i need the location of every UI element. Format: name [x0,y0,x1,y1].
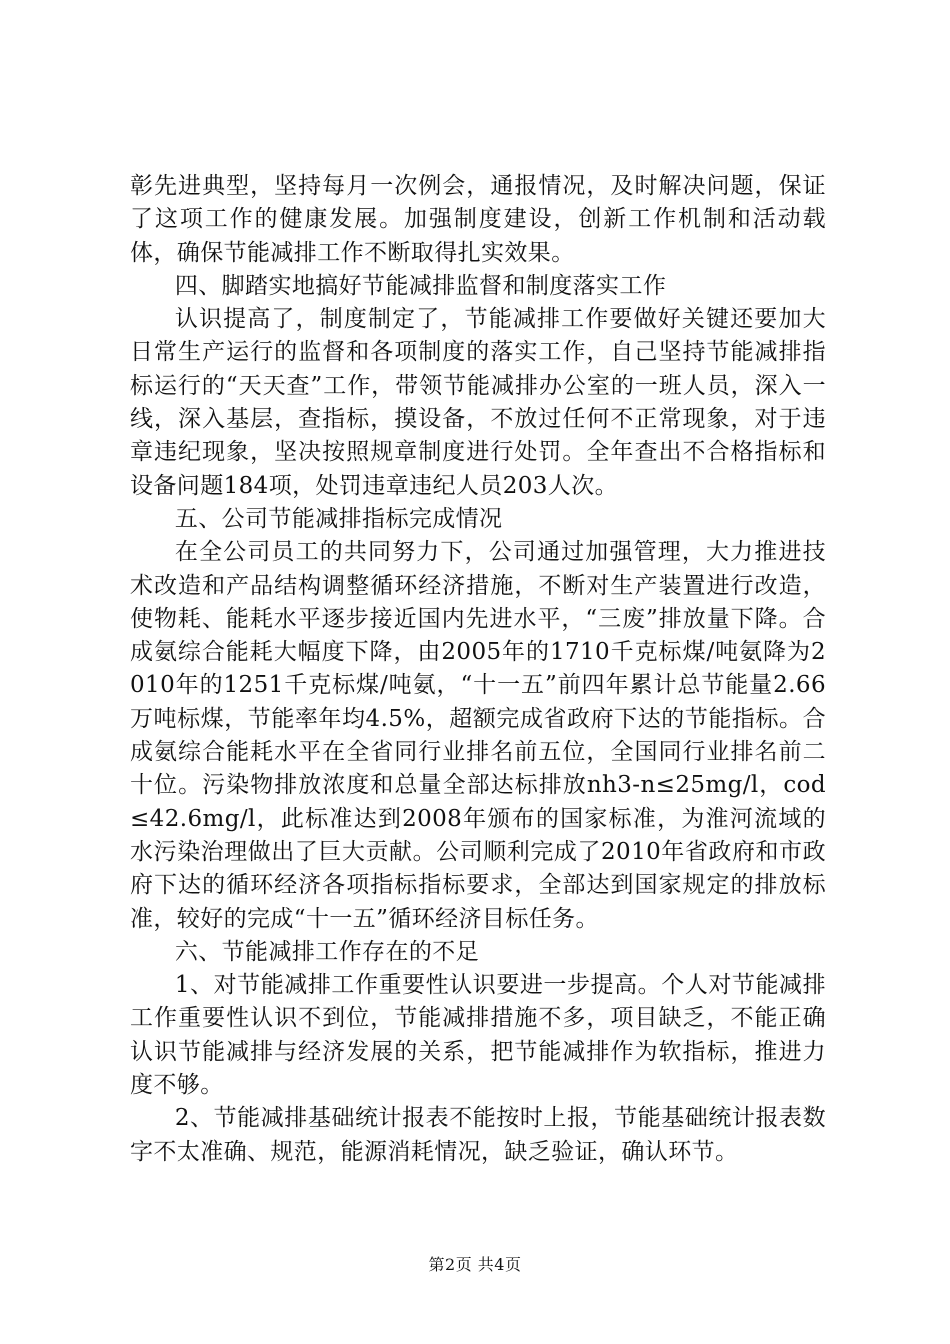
document-body [130,170,826,1169]
paragraph-shortcoming-1: 1、对节能减排工作重要性认识要进一步提高。个人对节能减排工作重要性认识不到位，节能减排措施不多，项目缺乏，不能正确认识节能减排与经济发展的关系，把节能减排作为软指标，推进力度不够。 [130,972,826,1099]
paragraph-shortcoming-2: 2、节能减排基础统计报表不能按时上报，节能基础统计报表数字不太准确、规范，能源消耗情况，缺乏验证，确认环节。 [130,1105,826,1165]
page-footer: 第2页 共4页 [428,1255,522,1274]
section-heading-6: 六、节能减排工作存在的不足 [174,938,480,965]
paragraph-supervision: 认识提高了，制度制定了，节能减排工作要做好关键还要加大日常生产运行的监督和各项制度的落实工作，自己坚持节能减排指标运行的“天天查”工作，带领节能减排办公室的一班人员，深入一线，深入基层，查指标，摸设备，不放过任何不正常现象，对于违章违纪现象，坚决按照规章制度进行处罚。全年查出不合格指标和设备问题184项，处罚违章违纪人员203人次。 [130,306,826,499]
section-heading-4: 四、脚踏实地搞好节能减排监督和制度落实工作 [174,272,667,299]
paragraph-indicators: 在全公司员工的共同努力下，公司通过加强管理，大力推进技术改造和产品结构调整循环经济措施，不断对生产装置进行改造，使物耗、能耗水平逐步接近国内先进水平，“三废”排放量下降。合成氨综合能耗大幅度下降，由2005年的1710千克标煤/吨氨降为2010年的1251千克标煤/吨氨，“十一五”前四年累计总节能量2.66万吨标煤，节能率年均4.5%，超额完成省政府下达的节能指标。合成氨综合能耗水平在全省同行业排名前五位，全国同行业排名前二十位。污染物排放浓度和总量全部达标排放nh3-n≤25mg/l，cod≤42.6mg/l，此标准达到2008年颁布的国家标准，为淮河流域的水污染治理做出了巨大贡献。公司顺利完成了2010年省政府和市政府下达的循环经济各项指标指标要求，全部达到国家规定的排放标准，较好的完成“十一五”循环经济目标任务。 [130,539,826,932]
paragraph-continuation: 彰先进典型，坚持每月一次例会，通报情况，及时解决问题，保证了这项工作的健康发展。加强制度建设，创新工作机制和活动载体，确保节能减排工作不断取得扎实效果。 [130,173,826,266]
section-heading-5: 五、公司节能减排指标完成情况 [174,505,503,532]
